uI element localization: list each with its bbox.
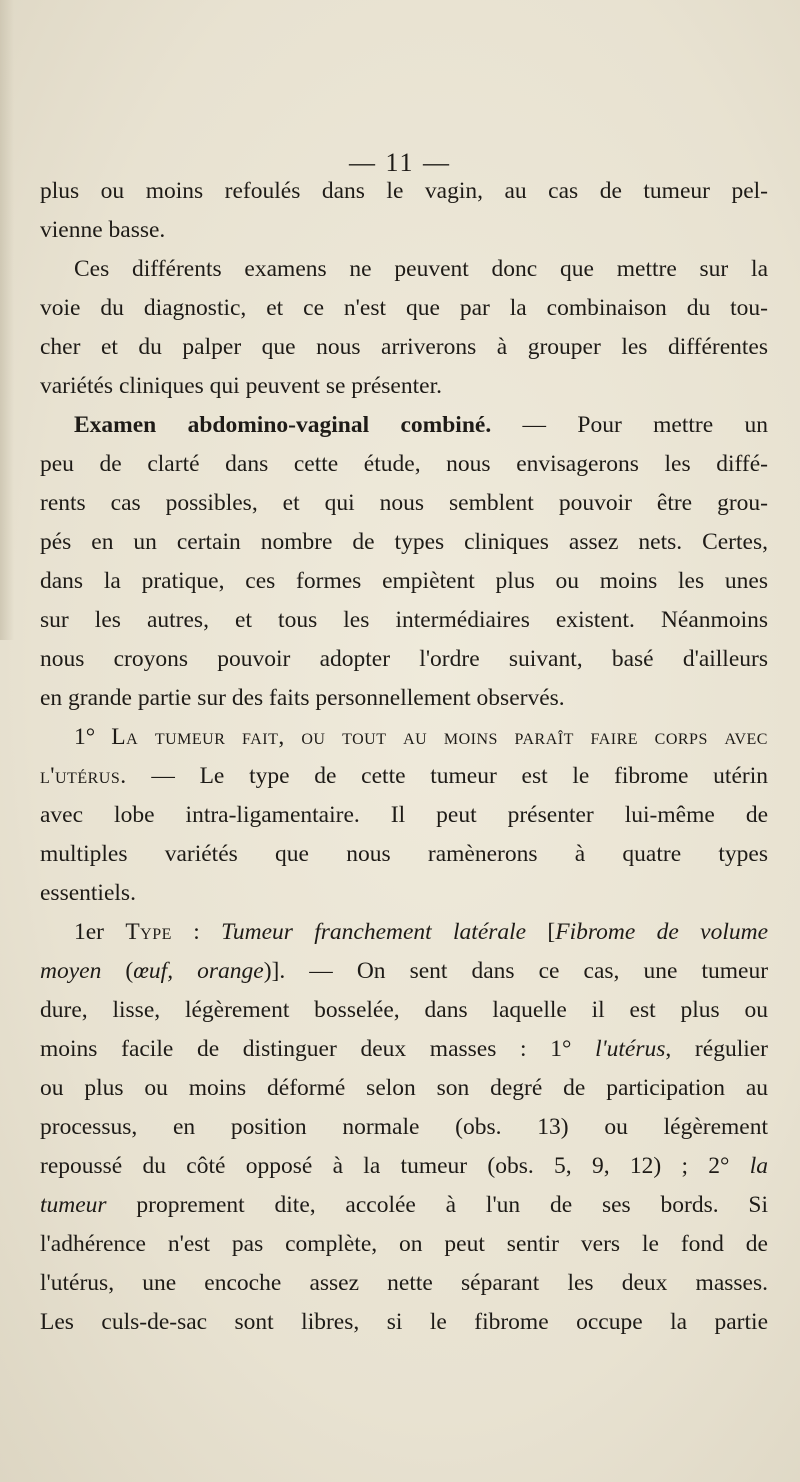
- text-line: [40, 679, 768, 718]
- text-run: Type: [125, 919, 172, 945]
- text-run: essentiels.: [40, 880, 136, 906]
- text-line: [40, 484, 768, 523]
- text-run: 1er: [74, 919, 126, 945]
- text-run: rents cas possibles, et qui nous semblent pouvoir être grou-: [40, 490, 768, 516]
- text-line: [40, 796, 768, 835]
- text-run: Les culs-de-sac sont libres, si le fibrome occupe la partie: [40, 1309, 768, 1335]
- text-run: dure, lisse, légèrement bosselée, dans laquelle il est plus ou: [40, 997, 768, 1023]
- text-run: Tumeur franchement latérale: [221, 919, 527, 945]
- text-run: La tumeur fait, ou tout au moins paraît faire corps avec: [111, 724, 768, 750]
- text-run: moins facile de distinguer deux masses : 1°: [40, 1036, 596, 1062]
- text-run: proprement dite, accolée à l'un de ses bords. Si: [106, 1192, 768, 1218]
- text-line: [40, 328, 768, 367]
- text-line: [40, 172, 768, 211]
- text-line: [40, 601, 768, 640]
- text-run: ou plus ou moins déformé selon son degré de participation au: [40, 1075, 768, 1101]
- text-line: [40, 562, 768, 601]
- text-run: l'utérus: [595, 1036, 666, 1062]
- text-line: [40, 757, 768, 796]
- text-run: — Le type de cette tumeur est le fibrome utérin: [126, 763, 768, 789]
- text-line: [40, 1303, 768, 1342]
- text-run: processus, en position normale (obs. 13) ou légèrement: [40, 1114, 768, 1140]
- text-run: œuf, orange: [133, 958, 264, 984]
- text-run: repoussé du côté opposé à la tumeur (obs. 5, 9, 12) ; 2°: [40, 1153, 750, 1179]
- text-line: [40, 913, 768, 952]
- text-line: [40, 1186, 768, 1225]
- text-line: [40, 367, 768, 406]
- text-run: en grande partie sur des faits personnellement observés.: [40, 685, 565, 711]
- text-run: , régulier: [665, 1036, 769, 1062]
- text-run: tumeur: [40, 1192, 107, 1218]
- text-run: plus ou moins refoulés dans le vagin, au cas de tumeur pel-: [40, 178, 768, 204]
- text-run: pés en un certain nombre de types cliniques assez nets. Certes,: [40, 529, 768, 555]
- text-line: [40, 1030, 768, 1069]
- text-line: [40, 991, 768, 1030]
- page-edge-shadow: [0, 0, 14, 640]
- text-run: nous croyons pouvoir adopter l'ordre suivant, basé d'ailleurs: [40, 646, 768, 672]
- text-run: moyen: [40, 958, 102, 984]
- text-line: [40, 445, 768, 484]
- text-line: [40, 718, 768, 757]
- text-line: [40, 406, 768, 445]
- text-run: variétés cliniques qui peuvent se présenter.: [40, 373, 442, 399]
- text-run: multiples variétés que nous ramènerons à quatre types: [40, 841, 768, 867]
- text-run: l'utérus, une encoche assez nette séparant les deux masses.: [40, 1270, 768, 1296]
- page-number: — 11 —: [348, 148, 452, 177]
- text-line: [40, 289, 768, 328]
- text-run: (: [101, 958, 134, 984]
- text-line: [40, 1264, 768, 1303]
- text-line: [40, 1108, 768, 1147]
- text-run: )]. — On sent dans ce cas, une tumeur: [263, 958, 769, 984]
- text-run: 1°: [74, 724, 112, 750]
- text-run: sur les autres, et tous les intermédiaires existent. Néanmoins: [40, 607, 768, 633]
- text-line: [40, 1147, 768, 1186]
- body-text: [40, 172, 768, 1342]
- text-run: vienne basse.: [40, 217, 166, 243]
- text-run: Examen abdomino-vaginal combiné.: [74, 412, 492, 438]
- text-run: cher et du palper que nous arriverons à grouper les différentes: [40, 334, 768, 360]
- text-line: [40, 250, 768, 289]
- text-run: voie du diagnostic, et ce n'est que par la combinaison du tou-: [40, 295, 768, 321]
- text-run: peu de clarté dans cette étude, nous envisagerons les diffé-: [40, 451, 768, 477]
- text-run: Fibrome de volume: [555, 919, 768, 945]
- text-line: [40, 640, 768, 679]
- text-line: [40, 1225, 768, 1264]
- text-run: l'adhérence n'est pas complète, on peut sentir vers le fond de: [40, 1231, 768, 1257]
- text-run: — Pour mettre un: [491, 412, 769, 438]
- text-line: [40, 211, 768, 250]
- text-line: [40, 1069, 768, 1108]
- text-run: avec lobe intra-ligamentaire. Il peut présenter lui-même de: [40, 802, 768, 828]
- text-run: :: [171, 919, 222, 945]
- text-run: dans la pratique, ces formes empiètent plus ou moins les unes: [40, 568, 768, 594]
- text-line: [40, 952, 768, 991]
- text-line: [40, 835, 768, 874]
- text-line: [40, 874, 768, 913]
- text-line: [40, 523, 768, 562]
- text-run: la: [749, 1153, 768, 1179]
- text-run: Ces différents examens ne peuvent donc que mettre sur la: [74, 256, 768, 282]
- text-run: [: [526, 919, 556, 945]
- text-run: l'utérus.: [40, 763, 127, 789]
